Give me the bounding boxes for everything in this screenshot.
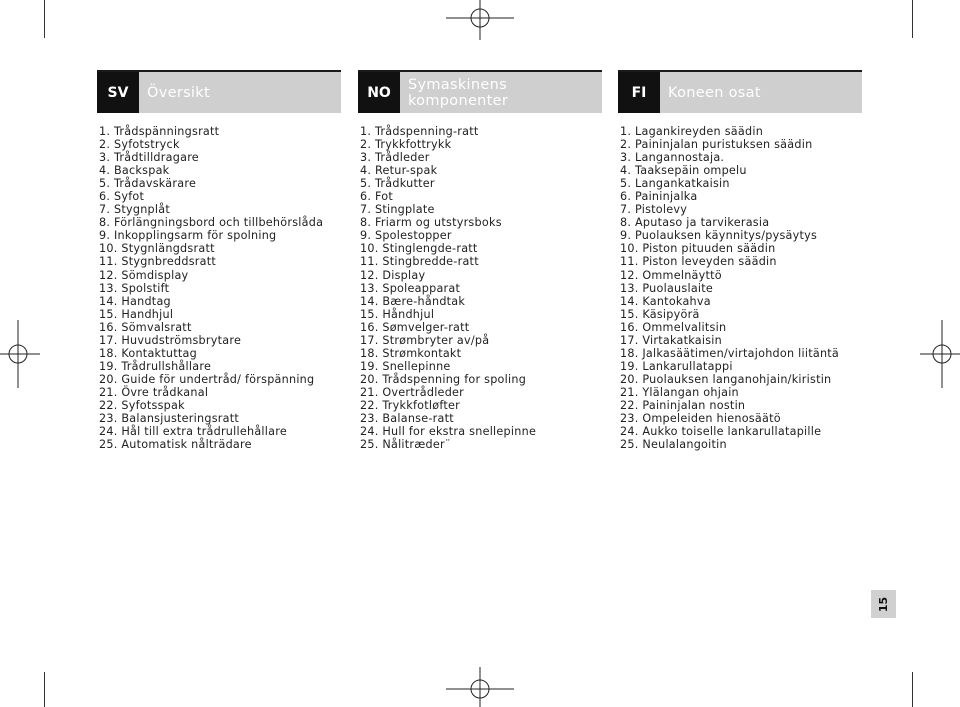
list-item: 7. Pistolevy [620, 203, 688, 217]
list-item: 16. Sömvalsratt [99, 320, 192, 334]
list-item: 24. Aukko toiselle lankarullatapille [620, 425, 822, 439]
list-item: 21. Ylälangan ohjain [620, 385, 739, 399]
list-item: 5. Trådavskärare [99, 177, 197, 191]
section-title: Symaskinens komponenter [408, 76, 509, 109]
page-number-tab [871, 590, 896, 618]
language-code: NO [358, 72, 400, 113]
list-item: 15. Håndhjul [360, 307, 435, 321]
list-item: 15. Handhjul [99, 307, 174, 321]
list-item: 17. Huvudströmsbrytare [99, 333, 242, 347]
list-item: 9. Puolauksen käynnitys/pysäytys [620, 229, 818, 243]
list-item: 3. Trådleder [360, 151, 430, 165]
list-item: 23. Balanse-ratt [360, 412, 454, 426]
registration-mark-top [446, 0, 514, 40]
list-item: 5. Trådkutter [360, 177, 435, 191]
list-item: 21. Övre trådkanal [99, 385, 209, 399]
list-item: 7. Stingplate [360, 203, 435, 217]
list-item: 19. Lankarullatappi [620, 359, 733, 373]
list-item: 14. Kantokahva [620, 294, 711, 308]
language-code: SV [97, 72, 139, 113]
registration-mark-right [920, 320, 960, 388]
list-item: 10. Stinglengde-ratt [360, 242, 478, 256]
list-item: 6. Syfot [99, 190, 145, 204]
parts-list [358, 125, 602, 451]
list-item: 14. Bære-håndtak [360, 294, 466, 308]
registration-mark-bottom [446, 667, 514, 707]
list-item: 11. Stygnbreddsratt [99, 255, 216, 269]
list-item: 7. Stygnplåt [99, 203, 170, 217]
list-item: 12. Display [360, 268, 426, 282]
page-number: 15 [877, 596, 890, 612]
list-item: 2. Syfotstryck [99, 138, 180, 152]
list-item: 14. Handtag [99, 294, 171, 308]
list-item: 6. Paininjalka [620, 190, 698, 204]
list-item: 9. Spolestopper [360, 229, 452, 243]
list-item: 9. Inkopplingsarm för spolning [99, 229, 277, 243]
list-item: 15. Käsipyörä [620, 307, 700, 321]
parts-list [618, 125, 862, 451]
list-item: 25. Nålitræder¨ [360, 438, 451, 452]
list-item: 1. Lagankireyden säädin [620, 125, 764, 138]
crop-mark-bottom-left [44, 672, 45, 707]
list-item: 13. Spolstift [99, 281, 170, 295]
list-item: 10. Piston pituuden säädin [620, 242, 776, 256]
list-item: 18. Jalkasäätimen/virtajohdon liitäntä [620, 346, 840, 360]
list-item: 12. Sömdisplay [99, 268, 189, 282]
column-norwegian [358, 70, 602, 451]
list-item: 20. Trådspenning for spoling [360, 372, 527, 386]
list-item: 4. Backspak [99, 164, 170, 178]
list-item: 18. Kontaktuttag [99, 346, 197, 360]
list-item: 2. Paininjalan puristuksen säädin [620, 138, 813, 152]
crop-mark-bottom-right [912, 672, 913, 707]
list-item: 20. Puolauksen langanohjain/kiristin [620, 372, 832, 386]
section-title: Översikt [147, 84, 210, 101]
list-item: 4. Retur-spak [360, 164, 438, 178]
registration-mark-left [0, 320, 40, 388]
list-item: 11. Stingbredde-ratt [360, 255, 479, 269]
list-item: 5. Langankatkaisin [620, 177, 730, 191]
list-item: 23. Balansjusteringsratt [99, 412, 240, 426]
list-item: 17. Virtakatkaisin [620, 333, 723, 347]
list-item: 4. Taaksepäin ompelu [620, 164, 747, 178]
column-swedish [97, 70, 341, 451]
section-header-finnish [618, 70, 862, 113]
list-item: 20. Guide för undertråd/ förspänning [99, 372, 315, 386]
list-item: 24. Hull for ekstra snellepinne [360, 425, 537, 439]
list-item: 17. Strømbryter av/på [360, 333, 490, 347]
list-item: 12. Ommelnäyttö [620, 268, 722, 282]
list-item: 13. Spoleapparat [360, 281, 461, 295]
list-item: 3. Trådtilldragare [99, 151, 199, 165]
list-item: 11. Piston leveyden säädin [620, 255, 777, 269]
list-item: 1. Trådspenning-ratt [360, 125, 479, 138]
section-header-swedish [97, 70, 341, 113]
list-item: 22. Trykkfotløfter [360, 398, 460, 412]
column-finnish [618, 70, 862, 451]
list-item: 23. Ompeleiden hienosäätö [620, 412, 781, 426]
list-item: 16. Sømvelger-ratt [360, 320, 470, 334]
section-header-norwegian [358, 70, 602, 113]
list-item: 3. Langannostaja. [620, 151, 725, 165]
list-item: 8. Aputaso ja tarvikerasia [620, 216, 770, 230]
list-item: 16. Ommelvalitsin [620, 320, 727, 334]
list-item: 6. Fot [360, 190, 393, 204]
list-item: 10. Stygnlängdsratt [99, 242, 215, 256]
list-item: 1. Trådspänningsratt [99, 125, 220, 138]
section-title: Koneen osat [668, 84, 761, 101]
parts-list [97, 125, 341, 451]
crop-mark-top-left [44, 0, 45, 38]
crop-mark-top-right [912, 0, 913, 38]
list-item: 13. Puolauslaite [620, 281, 714, 295]
list-item: 24. Hål till extra trådrullehållare [99, 425, 287, 439]
list-item: 8. Friarm og utstyrsboks [360, 216, 502, 230]
list-item: 19. Trådrullshållare [99, 359, 212, 373]
list-item: 25. Automatisk nålträdare [99, 438, 252, 452]
list-item: 2. Trykkfottrykk [360, 138, 452, 152]
list-item: 21. Overtrådleder [360, 385, 465, 399]
language-code: FI [618, 72, 660, 113]
list-item: 8. Förlängningsbord och tillbehörslåda [99, 216, 324, 230]
list-item: 22. Paininjalan nostin [620, 398, 746, 412]
list-item: 22. Syfotsspak [99, 398, 185, 412]
list-item: 19. Snellepinne [360, 359, 451, 373]
list-item: 25. Neulalangoitin [620, 438, 727, 452]
list-item: 18. Strømkontakt [360, 346, 462, 360]
